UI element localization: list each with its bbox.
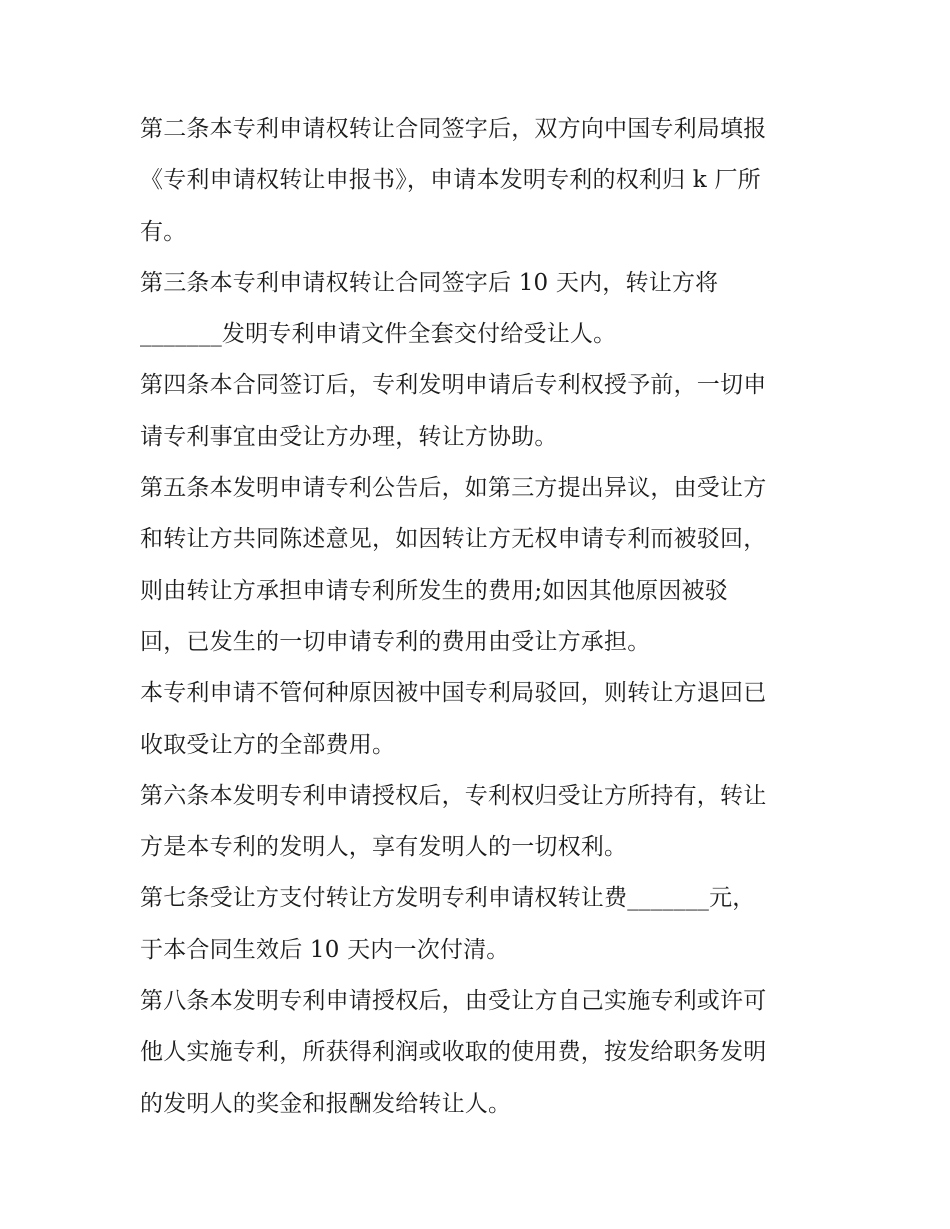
text-line: 第六条本发明专利申请授权后，专利权归受让方所持有，转让 [140,782,767,809]
text-line: 请专利事宜由受让方办理，转让方协助。 [140,423,558,450]
text-line: 第八条本发明专利申请授权后，由受让方自己实施专利或许可 [140,988,767,1015]
text-line: 方是本专利的发明人，享有发明人的一切权利。 [140,834,628,861]
text-line: 第三条本专利申请权转让合同签字后 10 天内，转让方将 [140,269,719,296]
text-line: 第七条受让方支付转让方发明专利申请权转让费_______元， [140,885,756,912]
contract-text [140,104,820,1130]
text-line: 和转让方共同陈述意见，如因转让方无权申请专利而被驳回， [140,526,767,553]
text-line: 则由转让方承担申请专利所发生的费用;如因其他原因被驳 [140,577,728,604]
text-line: 有。 [140,218,187,245]
text-line: 回，已发生的一切申请专利的费用由受让方承担。 [140,628,651,655]
text-line: 他人实施专利，所获得利润或收取的使用费，按发给职务发明 [140,1039,767,1066]
text-line: 《专利申请权转让申报书》，申请本发明专利的权利归 k 厂所 [140,167,761,194]
text-line: 于本合同生效后 10 天内一次付清。 [140,936,510,963]
text-line: _______发明专利申请文件全套交付给受让人。 [140,321,617,348]
text-line: 第二条本专利申请权转让合同签字后，双方向中国专利局填报 [140,116,767,142]
text-line: 第五条本发明申请专利公告后，如第三方提出异议，由受让方 [140,475,767,502]
text-line: 收取受让方的全部费用。 [140,731,396,758]
text-line: 的发明人的奖金和报酬发给转让人。 [140,1090,512,1117]
text-line: 本专利申请不管何种原因被中国专利局驳回，则转让方退回已 [140,680,767,707]
text-line: 第四条本合同签订后，专利发明申请后专利权授予前，一切申 [140,372,767,399]
